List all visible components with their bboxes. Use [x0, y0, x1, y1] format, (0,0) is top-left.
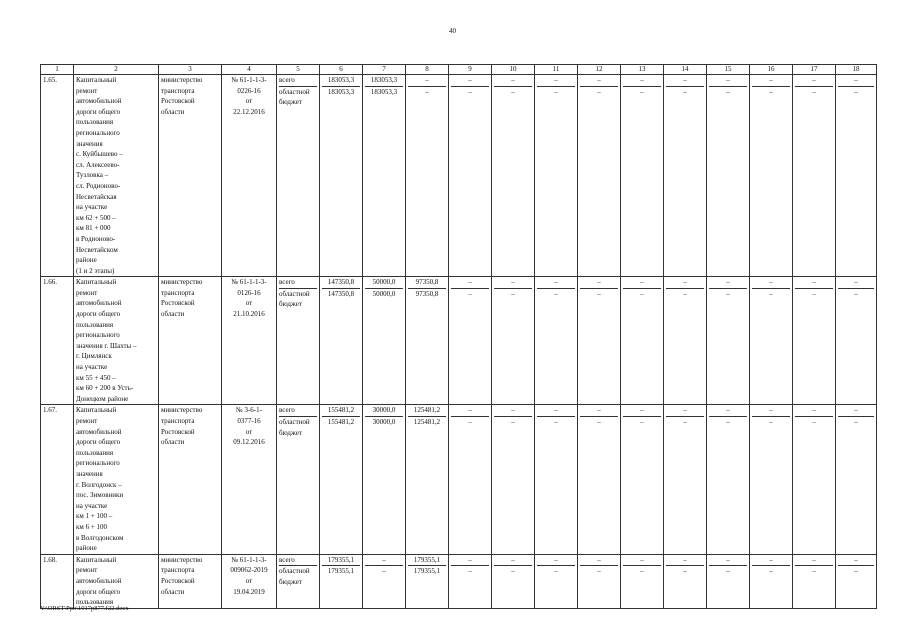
- year-amount-8: [406, 75, 449, 277]
- dash-value: –: [511, 418, 515, 426]
- total-cost-value: 179355,1: [327, 567, 355, 576]
- responsible-org: [159, 554, 222, 608]
- row-number: 1.67.: [41, 405, 74, 554]
- object-name-line: регионального: [76, 331, 120, 340]
- dash-value: –: [683, 289, 687, 298]
- object-name-line: Тузловка –: [76, 171, 109, 180]
- dash-value: –: [709, 405, 747, 417]
- object-name-line: в Волгодонском: [76, 533, 124, 542]
- year-amount-9: [449, 405, 492, 554]
- dash-value: –: [769, 87, 773, 96]
- year-amount-7-value: 30000,0: [372, 418, 396, 426]
- year-amount-8-value: 179355,1: [413, 567, 441, 576]
- responsible-org: [159, 405, 222, 554]
- dash-value: –: [709, 75, 747, 87]
- dash-value: –: [554, 87, 558, 96]
- year-amount-7-value: 50000,0: [365, 277, 403, 289]
- column-number-10: 10: [492, 65, 535, 75]
- year-amount-9: [449, 75, 492, 277]
- dash-value: –: [838, 75, 874, 87]
- dash-value: –: [752, 277, 790, 289]
- row-number: 1.68.: [41, 554, 74, 608]
- funding-source-line: бюджет: [279, 98, 302, 107]
- object-name-line: ремонт: [76, 86, 98, 95]
- responsible-org-line: министерство: [161, 76, 203, 84]
- dash-value: –: [597, 418, 601, 426]
- column-number-8: 8: [406, 65, 449, 75]
- object-name-line: в Родионово-: [76, 234, 116, 243]
- column-number-row: [41, 65, 877, 75]
- object-name-line: км 81 + 000: [76, 224, 111, 233]
- column-number-7: 7: [363, 65, 406, 75]
- expertise-document: [222, 75, 277, 277]
- object-name-line: районе: [76, 256, 97, 265]
- responsible-org-line: области: [161, 310, 185, 319]
- object-name-line: автомобильной: [76, 299, 122, 308]
- expertise-document-line: от: [245, 97, 253, 106]
- year-amount-12: [578, 75, 621, 277]
- column-number-18: 18: [836, 65, 877, 75]
- year-amount-13: [621, 554, 664, 608]
- year-amount-14: [664, 554, 707, 608]
- expertise-document-line: от: [245, 576, 253, 585]
- dash-value: –: [854, 567, 858, 576]
- dash-value: –: [511, 87, 515, 96]
- dash-value: –: [511, 289, 515, 298]
- expertise-document-line: 22.12.2016: [233, 107, 265, 116]
- year-amount-13: [621, 277, 664, 405]
- dash-value: –: [468, 418, 472, 426]
- funding-source-line: всего: [279, 75, 317, 87]
- funding-source-line: бюджет: [279, 300, 302, 309]
- dash-value: –: [666, 277, 704, 289]
- expertise-document-line: № 61-1-1-3-: [231, 278, 267, 287]
- total-cost: [320, 554, 363, 608]
- dash-value: –: [795, 555, 833, 567]
- funding-source-line: всего: [279, 405, 317, 417]
- responsible-org-line: Ростовской: [161, 299, 195, 308]
- responsible-org-line: Ростовской: [161, 97, 195, 106]
- dash-value: –: [597, 87, 601, 96]
- column-number-14: 14: [664, 65, 707, 75]
- dash-value: –: [709, 277, 747, 289]
- dash-value: –: [580, 555, 618, 567]
- dash-value: –: [752, 555, 790, 567]
- dash-value: –: [554, 567, 558, 576]
- page-number: 40: [449, 27, 456, 35]
- year-amount-16: [750, 277, 793, 405]
- expertise-document-line: 21.10.2016: [233, 310, 265, 319]
- dash-value: –: [640, 289, 644, 298]
- object-name-line: сл. Родионово-: [76, 181, 121, 190]
- year-amount-8-value: –: [425, 87, 429, 96]
- column-number-3: 3: [159, 65, 222, 75]
- dash-value: –: [580, 75, 618, 87]
- dash-value: –: [683, 87, 687, 96]
- dash-value: –: [451, 277, 489, 289]
- year-amount-7: [363, 75, 406, 277]
- dash-value: –: [554, 289, 558, 298]
- total-cost-value: 155481,2: [327, 418, 355, 426]
- expertise-document-line: 0126-16: [237, 288, 261, 297]
- dash-value: –: [580, 277, 618, 289]
- year-amount-8-value: 97350,8: [415, 289, 439, 298]
- responsible-org-line: транспорта: [161, 566, 195, 575]
- year-amount-7-value: 183053,3: [365, 75, 403, 87]
- dash-value: –: [623, 405, 661, 417]
- funding-source: [277, 75, 320, 277]
- responsible-org-line: транспорта: [161, 86, 195, 95]
- year-amount-18: [836, 277, 877, 405]
- funding-source: [277, 554, 320, 608]
- responsible-org-line: министерство: [161, 555, 203, 564]
- object-name-line: Капитальный: [76, 406, 117, 415]
- object-name-line: ремонт: [76, 566, 98, 575]
- year-amount-15: [707, 554, 750, 608]
- object-name-line: с. Куйбышево –: [76, 150, 123, 159]
- year-amount-7: [363, 554, 406, 608]
- responsible-org-line: транспорта: [161, 417, 195, 425]
- object-name-line: км 62 + 500 –: [76, 213, 116, 222]
- column-number-12: 12: [578, 65, 621, 75]
- year-amount-16: [750, 405, 793, 554]
- funding-source: [277, 277, 320, 405]
- object-name-line: Несветайская: [76, 192, 117, 201]
- object-name: [74, 405, 159, 554]
- year-amount-12: [578, 277, 621, 405]
- year-amount-7: [363, 405, 406, 554]
- dash-value: –: [640, 87, 644, 96]
- dash-value: –: [838, 277, 874, 289]
- expertise-document-line: от: [245, 299, 253, 308]
- funding-source-line: областной: [279, 567, 310, 576]
- expertise-document-line: № 61-1-1-3-: [231, 555, 267, 564]
- column-number-1: 1: [41, 65, 74, 75]
- dash-value: –: [838, 555, 874, 567]
- object-name-line: Несветайском: [76, 245, 118, 254]
- year-amount-10: [492, 554, 535, 608]
- dash-value: –: [769, 567, 773, 576]
- table-row: [41, 405, 877, 554]
- dash-value: –: [795, 277, 833, 289]
- year-amount-12: [578, 405, 621, 554]
- column-number-6: 6: [320, 65, 363, 75]
- object-name-line: дороги общего: [76, 587, 121, 596]
- year-amount-8-value: –: [408, 75, 446, 87]
- funding-source: [277, 405, 320, 554]
- dash-value: –: [812, 418, 816, 426]
- object-name-line: Капитальный: [76, 278, 117, 287]
- table-row: [41, 75, 877, 277]
- object-name-line: дороги общего: [76, 310, 121, 319]
- responsible-org-line: Ростовской: [161, 576, 195, 585]
- responsible-org-line: Ростовской: [161, 427, 195, 436]
- year-amount-9: [449, 554, 492, 608]
- object-name: [74, 277, 159, 405]
- year-amount-14: [664, 75, 707, 277]
- responsible-org: [159, 277, 222, 405]
- expertise-document-line: 19.04.2019: [233, 587, 265, 596]
- year-amount-7-value: 183053,3: [370, 87, 398, 96]
- dash-value: –: [494, 277, 532, 289]
- year-amount-13: [621, 75, 664, 277]
- dash-value: –: [468, 567, 472, 576]
- object-name-line: пользования: [76, 118, 114, 127]
- responsible-org-line: транспорта: [161, 288, 195, 297]
- object-name-line: пользования: [76, 598, 114, 607]
- object-name-line: на участке: [76, 363, 108, 372]
- dash-value: –: [623, 75, 661, 87]
- total-cost: [320, 405, 363, 554]
- funding-source-line: всего: [279, 555, 317, 567]
- dash-value: –: [623, 555, 661, 567]
- expertise-document-line: 09.12.2016: [233, 438, 265, 447]
- dash-value: –: [640, 418, 644, 426]
- object-name-line: дороги общего: [76, 107, 121, 116]
- dash-value: –: [812, 87, 816, 96]
- row-number: 1.66.: [41, 277, 74, 405]
- year-amount-8-value: 179355,1: [408, 555, 446, 567]
- expertise-document: [222, 277, 277, 405]
- dash-value: –: [683, 418, 687, 426]
- year-amount-17: [793, 405, 836, 554]
- object-name-line: районе: [76, 544, 97, 553]
- responsible-org-line: области: [161, 438, 185, 447]
- dash-value: –: [683, 567, 687, 576]
- year-amount-8-value: 125481,2: [413, 418, 441, 426]
- year-amount-8-value: 97350,8: [408, 277, 446, 289]
- dash-value: –: [838, 405, 874, 417]
- year-amount-18: [836, 405, 877, 554]
- object-name-line: Капитальный: [76, 76, 117, 84]
- table-row: [41, 554, 877, 608]
- dash-value: –: [537, 405, 575, 417]
- year-amount-11: [535, 405, 578, 554]
- year-amount-18: [836, 554, 877, 608]
- object-name-line: автомобильной: [76, 576, 122, 585]
- dash-value: –: [812, 289, 816, 298]
- year-amount-7-value: –: [365, 555, 403, 567]
- dash-value: –: [597, 567, 601, 576]
- total-cost: [320, 277, 363, 405]
- year-amount-16: [750, 554, 793, 608]
- object-name-line: Капитальный: [76, 555, 117, 564]
- dash-value: –: [854, 289, 858, 298]
- object-name-line: Донецком районе: [76, 394, 129, 403]
- funding-source-line: бюджет: [279, 428, 302, 437]
- year-amount-8: [406, 277, 449, 405]
- expertise-document-line: от: [245, 427, 253, 436]
- total-cost-value: 183053,3: [322, 75, 360, 87]
- column-number-2: 2: [74, 65, 159, 75]
- dash-value: –: [468, 289, 472, 298]
- funding-source-line: областной: [279, 87, 310, 96]
- year-amount-17: [793, 75, 836, 277]
- year-amount-16: [750, 75, 793, 277]
- dash-value: –: [726, 418, 730, 426]
- dash-value: –: [812, 567, 816, 576]
- file-path-footer: Y:\ORST\Ppo\1017p877.f22.docx: [40, 605, 129, 612]
- object-name-line: значения: [76, 469, 103, 478]
- dash-value: –: [597, 289, 601, 298]
- year-amount-10: [492, 75, 535, 277]
- object-name-line: ремонт: [76, 288, 98, 297]
- dash-value: –: [537, 75, 575, 87]
- column-number-9: 9: [449, 65, 492, 75]
- responsible-org-line: министерство: [161, 278, 203, 287]
- year-amount-14: [664, 405, 707, 554]
- dash-value: –: [726, 87, 730, 96]
- object-name-line: сл. Алексеево-: [76, 160, 120, 169]
- total-cost: [320, 75, 363, 277]
- year-amount-17: [793, 277, 836, 405]
- year-amount-14: [664, 277, 707, 405]
- dash-value: –: [726, 567, 730, 576]
- dash-value: –: [494, 555, 532, 567]
- total-cost-value: 155481,2: [322, 405, 360, 417]
- year-amount-11: [535, 75, 578, 277]
- object-name: [74, 75, 159, 277]
- object-name: [74, 554, 159, 608]
- object-name-line: г. Волгодонск –: [76, 480, 122, 489]
- funding-source-line: областной: [279, 289, 310, 298]
- object-name-line: значения: [76, 139, 103, 148]
- expertise-document-line: № 3-6-1-: [236, 406, 262, 415]
- dash-value: –: [752, 405, 790, 417]
- object-name-line: км 1 + 100 –: [76, 512, 113, 521]
- year-amount-7: [363, 277, 406, 405]
- year-amount-10: [492, 277, 535, 405]
- year-amount-8: [406, 554, 449, 608]
- object-name-line: дороги общего: [76, 438, 121, 447]
- row-number: 1.65.: [41, 75, 74, 277]
- dash-value: –: [511, 567, 515, 576]
- program-table: [40, 64, 877, 609]
- total-cost-value: 183053,3: [327, 87, 355, 96]
- dash-value: –: [554, 418, 558, 426]
- dash-value: –: [494, 75, 532, 87]
- dash-value: –: [795, 405, 833, 417]
- dash-value: –: [451, 555, 489, 567]
- year-amount-15: [707, 75, 750, 277]
- column-number-15: 15: [707, 65, 750, 75]
- funding-source-line: бюджет: [279, 577, 302, 586]
- total-cost-value: 179355,1: [322, 555, 360, 567]
- year-amount-12: [578, 554, 621, 608]
- year-amount-8-value: 125481,2: [408, 405, 446, 417]
- dash-value: –: [468, 87, 472, 96]
- object-name-line: значения г. Шахты –: [76, 341, 137, 350]
- table-row: [41, 277, 877, 405]
- responsible-org-line: министерство: [161, 406, 203, 415]
- responsible-org: [159, 75, 222, 277]
- object-name-line: пользования: [76, 320, 114, 329]
- responsible-org-line: области: [161, 107, 185, 116]
- object-name-line: пос. Зимовники: [76, 491, 124, 500]
- dash-value: –: [666, 405, 704, 417]
- column-number-4: 4: [222, 65, 277, 75]
- expertise-document: [222, 554, 277, 608]
- funding-source-line: всего: [279, 277, 317, 289]
- funding-source-line: областной: [279, 418, 310, 426]
- year-amount-7-value: 30000,0: [365, 405, 403, 417]
- column-number-11: 11: [535, 65, 578, 75]
- object-name-line: автомобильной: [76, 427, 122, 436]
- year-amount-15: [707, 405, 750, 554]
- dash-value: –: [537, 277, 575, 289]
- year-amount-11: [535, 277, 578, 405]
- object-name-line: регионального: [76, 459, 120, 468]
- dash-value: –: [640, 567, 644, 576]
- total-cost-value: 147350,8: [327, 289, 355, 298]
- year-amount-10: [492, 405, 535, 554]
- column-number-5: 5: [277, 65, 320, 75]
- object-name-line: на участке: [76, 501, 108, 510]
- dash-value: –: [537, 555, 575, 567]
- object-name-line: г. Цимлянск: [76, 352, 112, 361]
- dash-value: –: [623, 277, 661, 289]
- expertise-document: [222, 405, 277, 554]
- dash-value: –: [451, 405, 489, 417]
- dash-value: –: [795, 75, 833, 87]
- dash-value: –: [451, 75, 489, 87]
- dash-value: –: [666, 75, 704, 87]
- object-name-line: автомобильной: [76, 97, 122, 106]
- dash-value: –: [494, 405, 532, 417]
- year-amount-7-value: –: [382, 567, 386, 576]
- dash-value: –: [726, 289, 730, 298]
- object-name-line: на участке: [76, 203, 108, 212]
- expertise-document-line: 0377-16: [237, 417, 261, 425]
- year-amount-9: [449, 277, 492, 405]
- dash-value: –: [769, 289, 773, 298]
- year-amount-13: [621, 405, 664, 554]
- dash-value: –: [666, 555, 704, 567]
- dash-value: –: [709, 555, 747, 567]
- dash-value: –: [854, 418, 858, 426]
- year-amount-17: [793, 554, 836, 608]
- object-name-line: км 60 + 200 в Усть-: [76, 384, 134, 393]
- column-number-17: 17: [793, 65, 836, 75]
- year-amount-15: [707, 277, 750, 405]
- column-number-13: 13: [621, 65, 664, 75]
- year-amount-8: [406, 405, 449, 554]
- object-name-line: пользования: [76, 448, 114, 457]
- year-amount-18: [836, 75, 877, 277]
- object-name-line: ремонт: [76, 417, 98, 425]
- responsible-org-line: области: [161, 587, 185, 596]
- dash-value: –: [769, 418, 773, 426]
- dash-value: –: [752, 75, 790, 87]
- object-name-line: км 55 + 450 –: [76, 373, 116, 382]
- dash-value: –: [854, 87, 858, 96]
- object-name-line: км 6 + 100: [76, 522, 108, 531]
- year-amount-7-value: 50000,0: [372, 289, 396, 298]
- expertise-document-line: 0226-16: [237, 86, 261, 95]
- object-name-line: регионального: [76, 128, 120, 137]
- expertise-document-line: № 61-1-1-3-: [231, 76, 267, 84]
- column-number-16: 16: [750, 65, 793, 75]
- object-name-line: (1 и 2 этапы): [76, 266, 115, 275]
- year-amount-11: [535, 554, 578, 608]
- expertise-document-line: 009062-2019: [230, 566, 268, 575]
- dash-value: –: [580, 405, 618, 417]
- total-cost-value: 147350,8: [322, 277, 360, 289]
